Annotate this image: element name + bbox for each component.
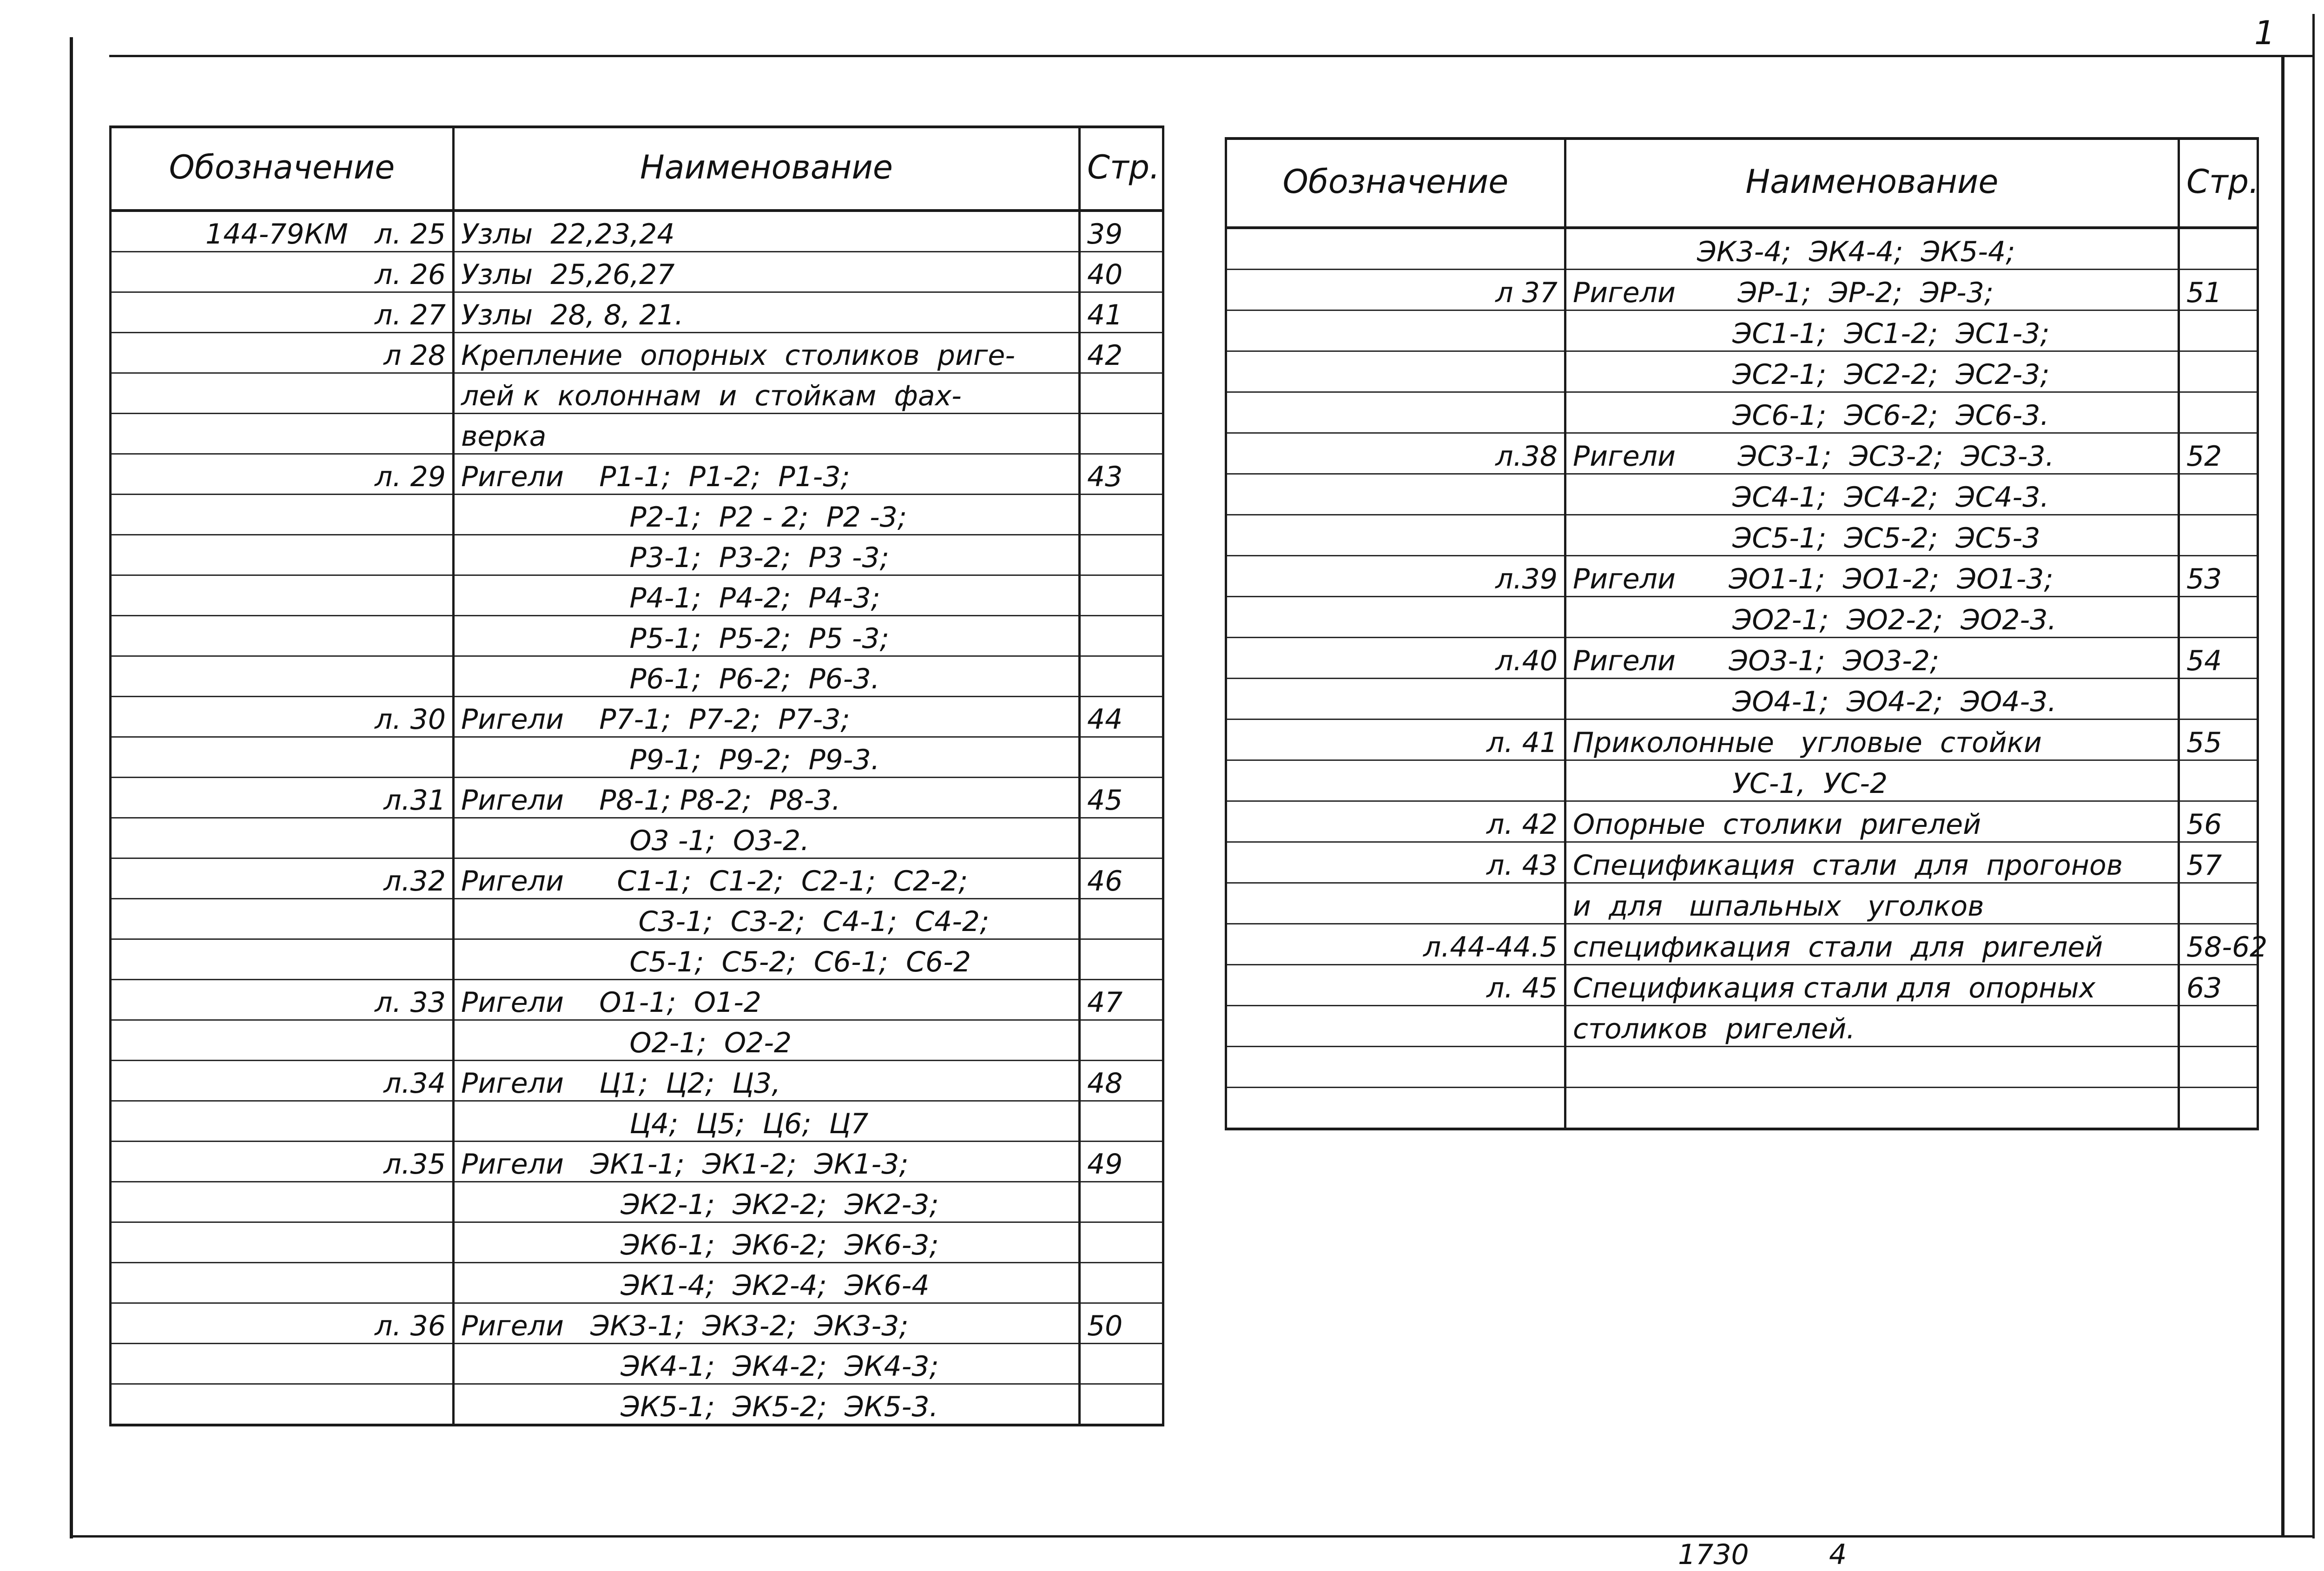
page-cell: 56 bbox=[2179, 801, 2258, 842]
code-cell: л 37 bbox=[1226, 270, 1565, 310]
name-cell: Спецификация стали для прогонов bbox=[1565, 842, 2179, 883]
name-cell: ЭС4-1; ЭС4-2; ЭС4-3. bbox=[1565, 474, 2179, 515]
table-row bbox=[1226, 556, 2258, 597]
code-cell bbox=[1226, 883, 1565, 924]
code-cell: л. 29 bbox=[111, 454, 454, 495]
table-row bbox=[111, 656, 1163, 697]
code-cell bbox=[1226, 1006, 1565, 1047]
name-cell: Р5-1; Р5-2; Р5 -3; bbox=[454, 616, 1080, 656]
table-row bbox=[1226, 270, 2258, 310]
table-row bbox=[1226, 965, 2258, 1006]
table-header-row bbox=[111, 127, 1163, 211]
code-cell bbox=[111, 1101, 454, 1142]
table-row bbox=[1226, 1047, 2258, 1088]
code-cell: л. 36 bbox=[111, 1303, 454, 1344]
code-cell bbox=[111, 899, 454, 939]
code-cell: л.31 bbox=[111, 778, 454, 818]
table-row bbox=[1226, 433, 2258, 474]
code-cell bbox=[1226, 392, 1565, 433]
page-cell: 63 bbox=[2179, 965, 2258, 1006]
code-cell bbox=[1226, 351, 1565, 392]
code-cell: л.40 bbox=[1226, 638, 1565, 679]
table-row bbox=[111, 414, 1163, 454]
name-cell bbox=[1565, 1088, 2179, 1129]
code-cell: л.35 bbox=[111, 1142, 454, 1182]
page-cell bbox=[1080, 737, 1163, 778]
page-cell bbox=[1080, 1384, 1163, 1426]
code-cell: 144-79КМ л. 25 bbox=[111, 211, 454, 252]
name-cell: Ригели Р1-1; Р1-2; Р1-3; bbox=[454, 454, 1080, 495]
code-cell: л. 27 bbox=[111, 292, 454, 333]
name-cell: Узлы 25,26,27 bbox=[454, 252, 1080, 292]
table-row bbox=[1226, 679, 2258, 719]
page-cell: 49 bbox=[1080, 1142, 1163, 1182]
page-cell bbox=[1080, 656, 1163, 697]
page-cell: 48 bbox=[1080, 1061, 1163, 1101]
page-cell: 53 bbox=[2179, 556, 2258, 597]
table-row bbox=[111, 1182, 1163, 1222]
code-cell: л.32 bbox=[111, 858, 454, 899]
code-cell bbox=[1226, 597, 1565, 638]
name-cell: О3 -1; О3-2. bbox=[454, 818, 1080, 858]
name-cell: Р6-1; Р6-2; Р6-3. bbox=[454, 656, 1080, 697]
header-name: Наименование bbox=[1565, 139, 2179, 228]
page-cell bbox=[2179, 1088, 2258, 1129]
header-name: Наименование bbox=[454, 127, 1080, 211]
name-cell: Р4-1; Р4-2; Р4-3; bbox=[454, 575, 1080, 616]
page-cell: 41 bbox=[1080, 292, 1163, 333]
table-row bbox=[1226, 474, 2258, 515]
code-cell: л.44-44.5 bbox=[1226, 924, 1565, 965]
table-row bbox=[111, 899, 1163, 939]
code-cell bbox=[111, 414, 454, 454]
page-cell bbox=[1080, 1020, 1163, 1061]
name-cell: Ригели О1-1; О1-2 bbox=[454, 980, 1080, 1020]
frame-bottom-border bbox=[70, 1535, 2315, 1538]
name-cell: Ригели С1-1; С1-2; С2-1; С2-2; bbox=[454, 858, 1080, 899]
code-cell bbox=[111, 1344, 454, 1384]
name-cell: спецификация стали для ригелей bbox=[1565, 924, 2179, 965]
name-cell: ЭО4-1; ЭО4-2; ЭО4-3. bbox=[1565, 679, 2179, 719]
page-cell bbox=[2179, 228, 2258, 270]
name-cell: верка bbox=[454, 414, 1080, 454]
name-cell: УС-1, УС-2 bbox=[1565, 760, 2179, 801]
table-row bbox=[1226, 228, 2258, 270]
code-cell bbox=[1226, 310, 1565, 351]
table-row bbox=[111, 1303, 1163, 1344]
page-cell bbox=[1080, 818, 1163, 858]
page-cell bbox=[1080, 575, 1163, 616]
page-cell bbox=[1080, 1101, 1163, 1142]
name-cell: Ригели Ц1; Ц2; Ц3, bbox=[454, 1061, 1080, 1101]
page-cell: 55 bbox=[2179, 719, 2258, 760]
footer-number-right: 4 bbox=[1829, 1538, 1847, 1571]
code-cell bbox=[111, 495, 454, 535]
page-cell: 51 bbox=[2179, 270, 2258, 310]
code-cell: л. 26 bbox=[111, 252, 454, 292]
right-contents-table bbox=[1225, 137, 2268, 1130]
code-cell: л. 45 bbox=[1226, 965, 1565, 1006]
name-cell: Приколонные угловые стойки bbox=[1565, 719, 2179, 760]
code-cell bbox=[1226, 760, 1565, 801]
page-cell bbox=[1080, 899, 1163, 939]
page-cell bbox=[1080, 1222, 1163, 1263]
table-row bbox=[1226, 760, 2258, 801]
code-cell bbox=[111, 1020, 454, 1061]
header-page: Стр. bbox=[1080, 127, 1163, 211]
page-cell bbox=[2179, 597, 2258, 638]
table-row bbox=[111, 292, 1163, 333]
code-cell bbox=[111, 1222, 454, 1263]
table-row bbox=[1226, 1006, 2258, 1047]
page-cell: 57 bbox=[2179, 842, 2258, 883]
code-cell bbox=[111, 1384, 454, 1426]
code-cell: л. 42 bbox=[1226, 801, 1565, 842]
page-cell bbox=[1080, 414, 1163, 454]
name-cell: ЭС6-1; ЭС6-2; ЭС6-3. bbox=[1565, 392, 2179, 433]
page-cell bbox=[1080, 1263, 1163, 1303]
code-cell bbox=[111, 535, 454, 575]
frame-left-border bbox=[70, 37, 73, 1538]
table-row bbox=[111, 737, 1163, 778]
table-row bbox=[111, 778, 1163, 818]
page-cell bbox=[2179, 515, 2258, 556]
page-cell bbox=[1080, 495, 1163, 535]
name-cell: С5-1; С5-2; С6-1; С6-2 bbox=[454, 939, 1080, 980]
name-cell: Крепление опорных столиков риге- bbox=[454, 333, 1080, 373]
name-cell: Ригели ЭК3-1; ЭК3-2; ЭК3-3; bbox=[454, 1303, 1080, 1344]
page-cell bbox=[1080, 373, 1163, 414]
code-cell: л 28 bbox=[111, 333, 454, 373]
code-cell bbox=[111, 939, 454, 980]
name-cell: ЭК6-1; ЭК6-2; ЭК6-3; bbox=[454, 1222, 1080, 1263]
code-cell bbox=[1226, 1047, 1565, 1088]
page-cell: 58-62 bbox=[2179, 924, 2258, 965]
code-cell: л. 41 bbox=[1226, 719, 1565, 760]
code-cell bbox=[111, 616, 454, 656]
table-row bbox=[111, 575, 1163, 616]
page-cell: 42 bbox=[1080, 333, 1163, 373]
table-row bbox=[111, 818, 1163, 858]
name-cell: лей к колоннам и стойкам фах- bbox=[454, 373, 1080, 414]
table-row bbox=[111, 1344, 1163, 1384]
page-cell: 52 bbox=[2179, 433, 2258, 474]
name-cell: ЭК5-1; ЭК5-2; ЭК5-3. bbox=[454, 1384, 1080, 1426]
table-row bbox=[111, 1384, 1163, 1426]
name-cell: ЭС5-1; ЭС5-2; ЭС5-3 bbox=[1565, 515, 2179, 556]
table-row bbox=[111, 980, 1163, 1020]
page-cell: 50 bbox=[1080, 1303, 1163, 1344]
code-cell: л.34 bbox=[111, 1061, 454, 1101]
code-cell bbox=[111, 1263, 454, 1303]
name-cell: и для шпальных уголков bbox=[1565, 883, 2179, 924]
table-row bbox=[1226, 1088, 2258, 1129]
page-cell bbox=[2179, 883, 2258, 924]
name-cell: ЭС1-1; ЭС1-2; ЭС1-3; bbox=[1565, 310, 2179, 351]
name-cell: Ригели ЭС3-1; ЭС3-2; ЭС3-3. bbox=[1565, 433, 2179, 474]
table-row bbox=[1226, 801, 2258, 842]
name-cell: Узлы 28, 8, 21. bbox=[454, 292, 1080, 333]
name-cell: Ригели ЭК1-1; ЭК1-2; ЭК1-3; bbox=[454, 1142, 1080, 1182]
name-cell bbox=[1565, 1047, 2179, 1088]
table-row bbox=[111, 333, 1163, 373]
footer-number-left: 1730 bbox=[1678, 1538, 1749, 1571]
code-cell bbox=[111, 818, 454, 858]
table-header-row bbox=[1226, 139, 2258, 228]
page-cell bbox=[2179, 351, 2258, 392]
code-cell: л.38 bbox=[1226, 433, 1565, 474]
table-row bbox=[1226, 392, 2258, 433]
code-cell bbox=[1226, 515, 1565, 556]
page-cell bbox=[2179, 679, 2258, 719]
table-row bbox=[1226, 883, 2258, 924]
table-row bbox=[111, 858, 1163, 899]
table-row bbox=[111, 495, 1163, 535]
frame-right-border bbox=[2281, 55, 2284, 1538]
name-cell: ЭК4-1; ЭК4-2; ЭК4-3; bbox=[454, 1344, 1080, 1384]
page-cell bbox=[1080, 939, 1163, 980]
page-cell bbox=[2179, 474, 2258, 515]
name-cell: Р2-1; Р2 - 2; Р2 -3; bbox=[454, 495, 1080, 535]
table-row bbox=[1226, 515, 2258, 556]
header-designation: Обозначение bbox=[111, 127, 454, 211]
page-cell: 46 bbox=[1080, 858, 1163, 899]
table-row bbox=[1226, 310, 2258, 351]
code-cell bbox=[1226, 679, 1565, 719]
corner-mark: 1 bbox=[2254, 14, 2275, 52]
table-row bbox=[1226, 719, 2258, 760]
page-cell: 39 bbox=[1080, 211, 1163, 252]
table-row bbox=[111, 252, 1163, 292]
table-row bbox=[111, 1061, 1163, 1101]
page-cell: 54 bbox=[2179, 638, 2258, 679]
header-designation: Обозначение bbox=[1226, 139, 1565, 228]
name-cell: Опорные столики ригелей bbox=[1565, 801, 2179, 842]
name-cell: ЭС2-1; ЭС2-2; ЭС2-3; bbox=[1565, 351, 2179, 392]
name-cell: ЭК3-4; ЭК4-4; ЭК5-4; bbox=[1565, 228, 2179, 270]
name-cell: Ригели ЭР-1; ЭР-2; ЭР-3; bbox=[1565, 270, 2179, 310]
name-cell: Спецификация стали для опорных bbox=[1565, 965, 2179, 1006]
table-row bbox=[111, 211, 1163, 252]
table-row bbox=[111, 454, 1163, 495]
page-cell bbox=[1080, 535, 1163, 575]
page-cell bbox=[1080, 1182, 1163, 1222]
table-row bbox=[111, 1222, 1163, 1263]
table-row bbox=[1226, 924, 2258, 965]
code-cell: л. 43 bbox=[1226, 842, 1565, 883]
table-row bbox=[111, 373, 1163, 414]
code-cell: л.39 bbox=[1226, 556, 1565, 597]
table-row bbox=[1226, 638, 2258, 679]
code-cell bbox=[111, 373, 454, 414]
code-cell: л. 33 bbox=[111, 980, 454, 1020]
page-cell bbox=[1080, 616, 1163, 656]
table-row bbox=[111, 1263, 1163, 1303]
page-cell: 40 bbox=[1080, 252, 1163, 292]
table-row bbox=[111, 1101, 1163, 1142]
table-row bbox=[111, 1020, 1163, 1061]
code-cell bbox=[111, 1182, 454, 1222]
page-cell: 43 bbox=[1080, 454, 1163, 495]
name-cell: столиков ригелей. bbox=[1565, 1006, 2179, 1047]
table-row bbox=[1226, 842, 2258, 883]
page-cell bbox=[2179, 1047, 2258, 1088]
left-contents-table bbox=[109, 125, 1164, 1426]
page-cell bbox=[2179, 310, 2258, 351]
name-cell: Ригели Р7-1; Р7-2; Р7-3; bbox=[454, 697, 1080, 737]
name-cell: ЭК2-1; ЭК2-2; ЭК2-3; bbox=[454, 1182, 1080, 1222]
name-cell: Ц4; Ц5; Ц6; Ц7 bbox=[454, 1101, 1080, 1142]
name-cell: О2-1; О2-2 bbox=[454, 1020, 1080, 1061]
name-cell: Ригели ЭО3-1; ЭО3-2; bbox=[1565, 638, 2179, 679]
page-cell bbox=[2179, 760, 2258, 801]
code-cell bbox=[111, 656, 454, 697]
table-row bbox=[111, 1142, 1163, 1182]
header-page: Стр. bbox=[2179, 139, 2258, 228]
name-cell: ЭО2-1; ЭО2-2; ЭО2-3. bbox=[1565, 597, 2179, 638]
page-cell bbox=[2179, 1006, 2258, 1047]
name-cell: С3-1; С3-2; С4-1; С4-2; bbox=[454, 899, 1080, 939]
code-cell bbox=[111, 737, 454, 778]
table-row bbox=[111, 535, 1163, 575]
code-cell bbox=[1226, 474, 1565, 515]
frame-top-border bbox=[109, 55, 2312, 57]
code-cell bbox=[1226, 1088, 1565, 1129]
table-row bbox=[111, 616, 1163, 656]
table-row bbox=[1226, 351, 2258, 392]
table-row bbox=[111, 939, 1163, 980]
code-cell bbox=[1226, 228, 1565, 270]
table-row bbox=[1226, 597, 2258, 638]
name-cell: Ригели Р8-1; Р8-2; Р8-3. bbox=[454, 778, 1080, 818]
name-cell: Узлы 22,23,24 bbox=[454, 211, 1080, 252]
name-cell: Р9-1; Р9-2; Р9-3. bbox=[454, 737, 1080, 778]
name-cell: Ригели ЭО1-1; ЭО1-2; ЭО1-3; bbox=[1565, 556, 2179, 597]
frame-outer-right-border bbox=[2312, 14, 2315, 1538]
code-cell: л. 30 bbox=[111, 697, 454, 737]
page-cell: 47 bbox=[1080, 980, 1163, 1020]
name-cell: Р3-1; Р3-2; Р3 -3; bbox=[454, 535, 1080, 575]
code-cell bbox=[111, 575, 454, 616]
page-cell bbox=[2179, 392, 2258, 433]
page-cell: 44 bbox=[1080, 697, 1163, 737]
name-cell: ЭК1-4; ЭК2-4; ЭК6-4 bbox=[454, 1263, 1080, 1303]
page-cell bbox=[1080, 1344, 1163, 1384]
table-row bbox=[111, 697, 1163, 737]
page-cell: 45 bbox=[1080, 778, 1163, 818]
